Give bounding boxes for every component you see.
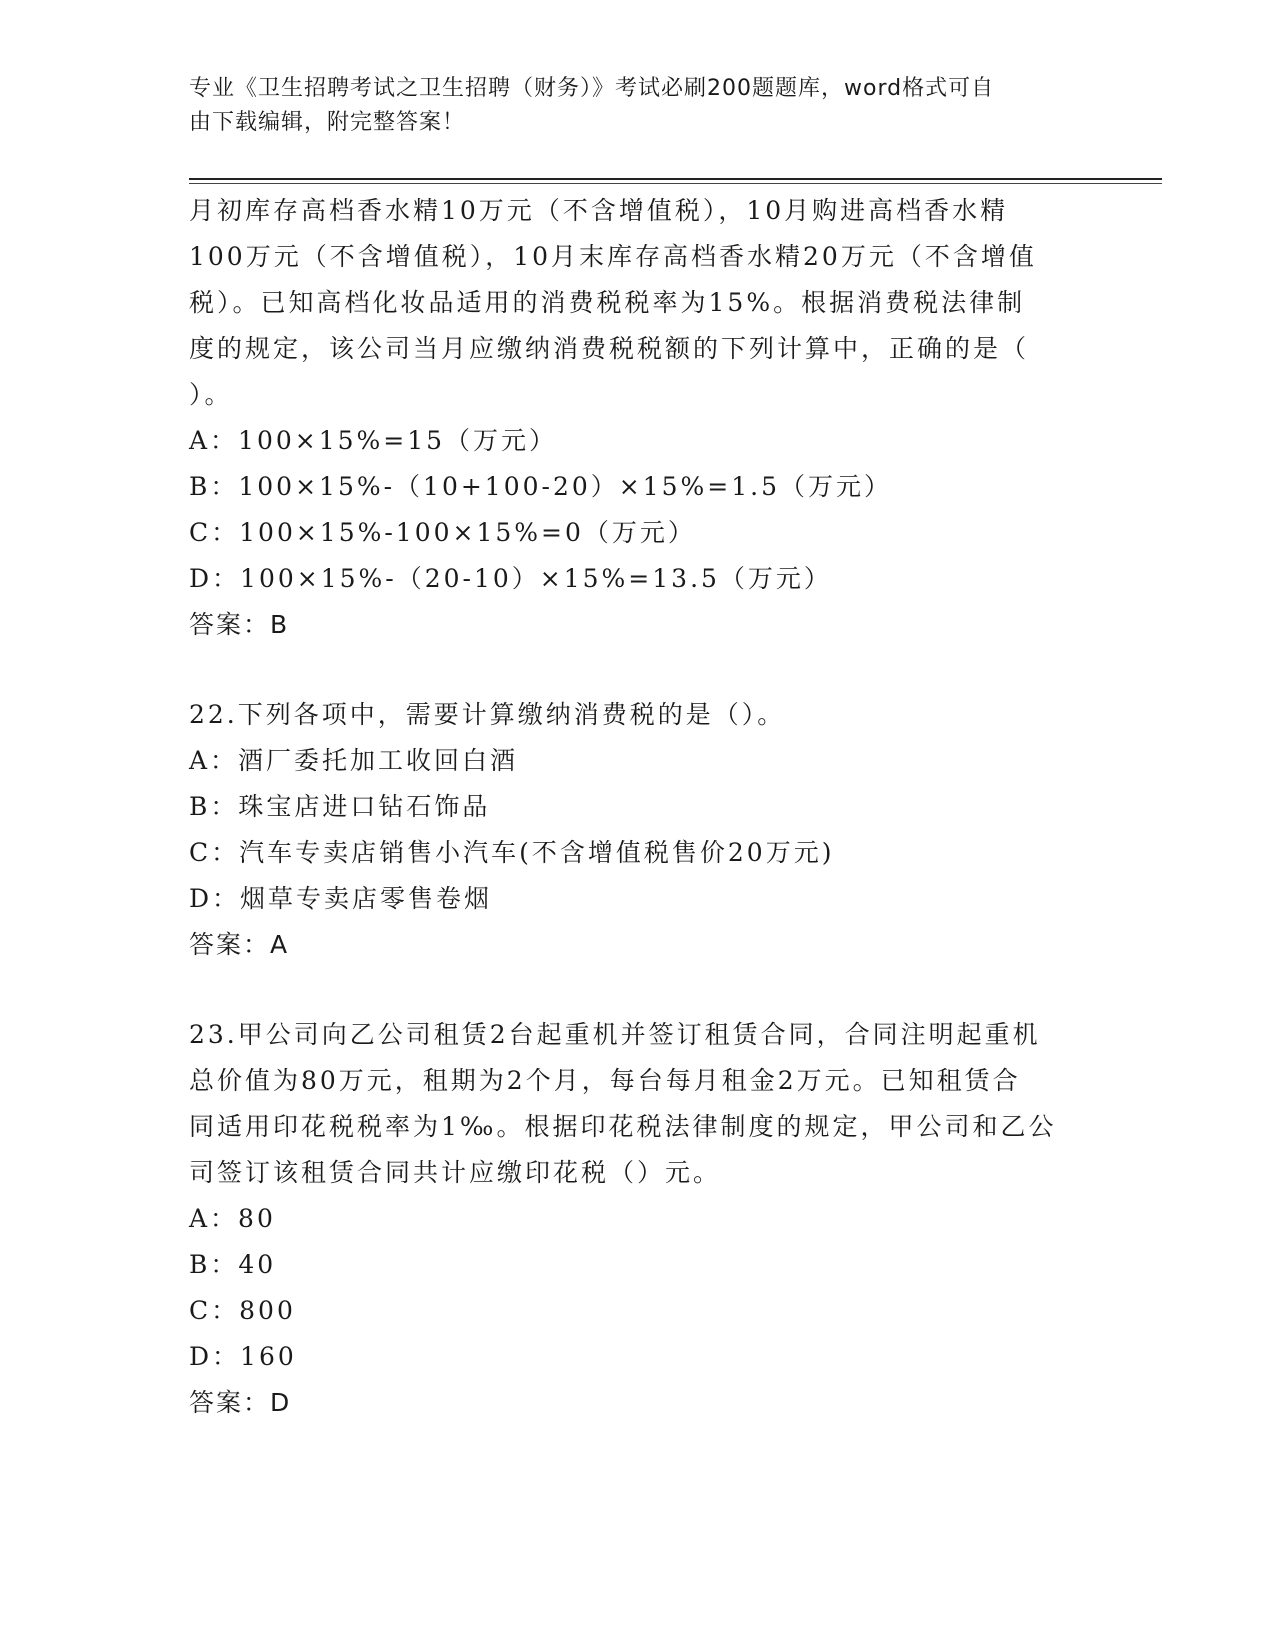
question-spacer: [189, 648, 1089, 692]
answer-line: 答案：A: [189, 930, 290, 959]
question-21: [189, 188, 1089, 648]
option-d: D：烟草专卖店零售卷烟: [189, 884, 493, 913]
question-stem-line: 司签订该租赁合同共计应缴印花税（）元。: [189, 1158, 722, 1187]
question-stem-line: 月初库存高档香水精10万元（不含增值税），10月购进高档香水精: [189, 196, 1009, 225]
header-divider-thin: [189, 183, 1162, 184]
question-content: [189, 188, 1089, 1426]
question-stem-line: 税）。已知高档化妆品适用的消费税税率为15%。根据消费税法律制: [189, 288, 1026, 317]
option-a: A：80: [189, 1204, 276, 1233]
option-c: C：汽车专卖店销售小汽车(不含增值税售价20万元): [189, 838, 835, 867]
question-stem-line: ）。: [189, 380, 233, 409]
option-a: A：酒厂委托加工收回白酒: [189, 746, 519, 775]
question-22: [189, 692, 1089, 968]
header-title-line-1: 专业《卫生招聘考试之卫生招聘（财务）》考试必刷200题题库，word格式可自: [189, 76, 995, 101]
option-c: C：800: [189, 1296, 296, 1325]
question-stem-line: 100万元（不含增值税），10月末库存高档香水精20万元（不含增值: [189, 242, 1037, 271]
question-stem-line: 同适用印花税税率为1‰。根据印花税法律制度的规定，甲公司和乙公: [189, 1112, 1057, 1141]
question-stem-line: 度的规定，该公司当月应缴纳消费税税额的下列计算中，正确的是（: [189, 334, 1030, 363]
header-title-line-2: 由下载编辑，附完整答案！: [189, 110, 466, 135]
option-d: D：100×15%-（20-10）×15%=13.5（万元）: [189, 564, 832, 593]
answer-line: 答案：D: [189, 1388, 292, 1417]
option-b: B：珠宝店进口钻石饰品: [189, 792, 491, 821]
option-b: B：100×15%-（10+100-20）×15%=1.5（万元）: [189, 472, 893, 501]
question-23: [189, 1012, 1089, 1426]
answer-line: 答案：B: [189, 610, 290, 639]
question-stem-line: 23.甲公司向乙公司租赁2台起重机并签订租赁合同，合同注明起重机: [189, 1020, 1041, 1049]
option-b: B：40: [189, 1250, 277, 1279]
option-c: C：100×15%-100×15%=0（万元）: [189, 518, 696, 547]
header-divider-thick: [189, 178, 1162, 180]
question-stem-line: 22.下列各项中，需要计算缴纳消费税的是（）。: [189, 700, 786, 729]
document-header: [189, 72, 1089, 140]
question-spacer: [189, 968, 1089, 1012]
question-stem-line: 总价值为80万元，租期为2个月，每台每月租金2万元。已知租赁合: [189, 1066, 1021, 1095]
option-a: A：100×15%=15（万元）: [189, 426, 558, 455]
option-d: D：160: [189, 1342, 297, 1371]
